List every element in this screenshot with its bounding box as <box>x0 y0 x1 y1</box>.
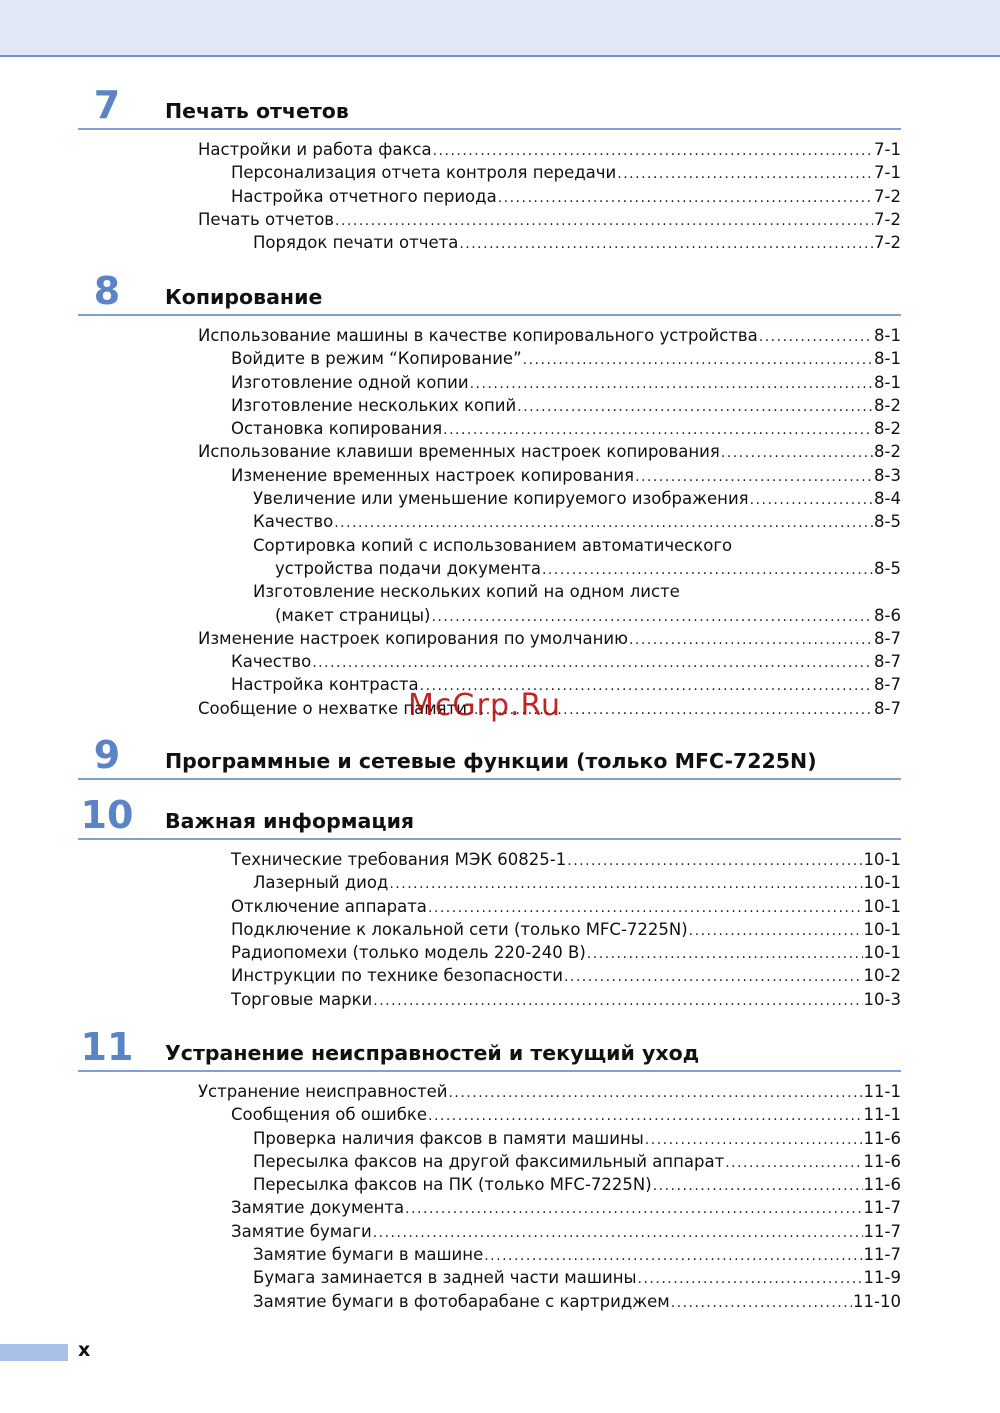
chapter-11 <box>78 1020 901 1315</box>
toc-entry-label: Радиопомехи (только модель 220-240 В) <box>231 943 586 963</box>
toc-entry-page: 7-1 <box>874 163 901 183</box>
toc-entry[interactable] <box>78 1175 901 1198</box>
toc-entry-label: Проверка наличия факсов в памяти машины <box>253 1128 644 1148</box>
dot-leader <box>334 515 873 531</box>
dot-leader <box>653 1178 863 1194</box>
toc-entry-label: устройства подачи документа <box>275 558 541 578</box>
header-band <box>0 0 1000 57</box>
toc-entry-page: 11-10 <box>853 1291 901 1311</box>
toc-entry-label: Настройки и работа факса <box>198 140 432 159</box>
toc-entry-page: 10-1 <box>863 873 901 893</box>
toc-entry[interactable] <box>78 163 901 186</box>
toc-entry[interactable] <box>78 850 901 873</box>
dot-leader <box>373 993 862 1009</box>
chapter-9 <box>78 728 901 780</box>
toc-entry-label: Настройка контраста <box>231 675 419 695</box>
toc-entry[interactable] <box>78 489 901 512</box>
dot-leader <box>484 1248 862 1264</box>
dot-leader <box>567 853 862 869</box>
chapter-number: 11 <box>80 1025 134 1069</box>
dot-leader <box>725 1155 862 1171</box>
dot-leader <box>759 329 873 345</box>
toc-entry-page: 11-6 <box>863 1128 901 1148</box>
toc-entry-page: 8-1 <box>874 326 901 345</box>
chapter-heading[interactable] <box>78 728 901 780</box>
toc-entry-page: 11-1 <box>863 1082 901 1101</box>
toc-entry[interactable] <box>78 606 901 629</box>
toc-entry-page: 11-6 <box>863 1175 901 1195</box>
toc-entry-first-line[interactable]: Сортировка копий с использованием автоматического <box>253 535 733 555</box>
toc-entry[interactable] <box>78 559 901 582</box>
chapter-title: Копирование <box>165 285 323 309</box>
toc-entry[interactable] <box>78 920 901 943</box>
toc-entry[interactable] <box>78 873 901 896</box>
toc-entry[interactable] <box>78 1292 901 1315</box>
toc-entry-label: (макет страницы) <box>275 605 431 625</box>
toc-entry[interactable] <box>78 373 901 396</box>
toc-entry-label: Изменение настроек копирования по умолчанию <box>198 628 628 648</box>
dot-leader <box>564 969 863 985</box>
chapter-heading <box>78 78 901 130</box>
toc-entry[interactable] <box>78 419 901 442</box>
toc-entry[interactable] <box>78 233 901 256</box>
toc-entry-label: Замятие бумаги в фотобарабане с картриджем <box>253 1291 670 1311</box>
dot-leader <box>420 678 873 694</box>
toc-entry-label: Замятие бумаги в машине <box>253 1245 484 1265</box>
toc-entry-label: Пересылка факсов на другой факсимильный аппарат <box>253 1151 725 1171</box>
dot-leader <box>671 1295 852 1311</box>
toc-entry-label: Качество <box>253 512 334 532</box>
toc-entry-page: 10-1 <box>863 896 901 916</box>
toc-entry-page: 11-7 <box>863 1221 901 1241</box>
dot-leader <box>389 876 862 892</box>
chapter-8 <box>78 264 901 722</box>
chapter-number: 10 <box>80 793 134 837</box>
toc-entries <box>78 850 901 1013</box>
chapter-title: Устранение неисправностей и текущий уход <box>165 1041 700 1065</box>
toc-entry[interactable] <box>78 1152 901 1175</box>
toc-entry-page: 8-3 <box>874 465 901 485</box>
dot-leader <box>428 900 863 916</box>
chapter-title: Программные и сетевые функции (только MFC-7225N) <box>165 749 817 773</box>
chapter-10 <box>78 788 901 1013</box>
dot-leader <box>448 1085 862 1101</box>
chapter-number: 8 <box>93 269 121 313</box>
toc-entry-label: Настройка отчетного периода <box>231 186 497 206</box>
toc-entry-label: Лазерный диод <box>253 873 389 893</box>
toc-entry-page: 8-2 <box>874 395 901 415</box>
toc-entry-label: Пересылка факсов на ПК (только MFC-7225N) <box>253 1175 652 1195</box>
chapter-title: Печать отчетов <box>165 99 349 123</box>
toc-entry-page: 8-4 <box>874 489 901 509</box>
toc-entry-first-line[interactable]: Изготовление нескольких копий на одном листе <box>253 582 680 602</box>
toc-entry-label: Замятие бумаги <box>231 1221 372 1241</box>
toc-entry-label: Изменение временных настроек копирования <box>231 465 635 485</box>
toc-entry-label: Технические требования МЭК 60825-1 <box>231 850 567 869</box>
toc-entry-label: Подключение к локальной сети (только MFC-7225N) <box>231 919 688 939</box>
toc-entry[interactable] <box>78 140 901 163</box>
toc-entry-page: 8-7 <box>874 652 901 672</box>
dot-leader <box>689 923 863 939</box>
chapter-number: 9 <box>93 733 121 777</box>
chapter-number: 7 <box>93 83 121 127</box>
toc-entry[interactable] <box>78 1082 901 1105</box>
toc-entry-label: Отключение аппарата <box>231 896 427 916</box>
chapter-heading <box>78 264 901 316</box>
page-number: x <box>78 1339 91 1361</box>
toc-entry-page: 8-5 <box>874 558 901 578</box>
footer-band <box>0 1344 68 1361</box>
dot-leader <box>523 352 873 368</box>
toc-entry-page: 8-7 <box>874 698 901 718</box>
chapter-heading <box>78 1020 901 1072</box>
dot-leader <box>373 1225 863 1241</box>
toc-entry-label: Остановка копирования <box>231 419 443 439</box>
toc-entry-page: 11-9 <box>863 1268 901 1288</box>
toc-entry[interactable] <box>78 326 901 349</box>
toc-entry-page: 8-2 <box>874 419 901 439</box>
toc-entries <box>78 140 901 256</box>
toc-entry[interactable] <box>78 897 901 920</box>
dot-leader <box>468 702 873 718</box>
toc-entry-page: 11-7 <box>863 1198 901 1218</box>
watermark: McGrp.Ru <box>408 688 562 723</box>
toc-entries <box>78 1082 901 1315</box>
toc-entry[interactable] <box>78 1198 901 1221</box>
toc-entry[interactable] <box>78 210 901 233</box>
toc-entry-label: Персонализация отчета контроля передачи <box>231 163 617 183</box>
toc-entry-page: 10-1 <box>863 850 901 869</box>
toc-entry-label: Использование машины в качестве копировального устройства <box>198 326 758 345</box>
toc-entry-label: Изготовление нескольких копий <box>231 395 517 415</box>
toc-entry[interactable] <box>78 675 901 698</box>
toc-entry[interactable] <box>78 990 901 1013</box>
dot-leader <box>542 562 873 578</box>
toc-entry-page: 11-6 <box>863 1151 901 1171</box>
dot-leader <box>459 236 873 252</box>
toc-entry[interactable] <box>78 1105 901 1128</box>
toc-entry-label: Порядок печати отчета <box>253 233 459 253</box>
toc-entry-label: Войдите в режим “Копирование” <box>231 349 522 369</box>
toc-entry-page: 11-1 <box>863 1105 901 1125</box>
toc-entry[interactable] <box>78 1245 901 1268</box>
toc-entry[interactable] <box>78 1268 901 1291</box>
toc-entry[interactable] <box>78 466 901 489</box>
toc-entry-page: 10-1 <box>863 919 901 939</box>
toc-entry[interactable] <box>78 396 901 419</box>
toc-entry-page: 8-1 <box>874 372 901 392</box>
toc-entry-label: Качество <box>231 652 312 672</box>
toc-entry[interactable] <box>78 966 901 989</box>
toc-entry[interactable] <box>78 1129 901 1152</box>
chapter-7 <box>78 78 901 256</box>
toc-entries <box>78 326 901 722</box>
toc-entry[interactable] <box>78 187 901 210</box>
toc-entry-page: 7-2 <box>874 186 901 206</box>
toc-entry-label: Сообщения об ошибке <box>231 1105 427 1125</box>
toc-entry[interactable] <box>78 349 901 372</box>
dot-leader <box>443 422 873 438</box>
toc-entry-label: Устранение неисправностей <box>198 1082 448 1101</box>
dot-leader <box>470 376 873 392</box>
dot-leader <box>629 632 873 648</box>
chapter-heading <box>78 788 901 840</box>
toc-entry-label: Торговые марки <box>231 989 373 1009</box>
dot-leader <box>335 213 873 229</box>
toc-entry-page: 8-7 <box>874 675 901 695</box>
dot-leader <box>312 655 873 671</box>
dot-leader <box>638 1271 863 1287</box>
dot-leader <box>428 1108 863 1124</box>
dot-leader <box>750 492 873 508</box>
toc-entry-page: 7-2 <box>874 233 901 253</box>
dot-leader <box>587 946 863 962</box>
toc-entry-page: 8-1 <box>874 349 901 369</box>
toc-entry-page: 8-6 <box>874 605 901 625</box>
dot-leader <box>433 143 873 159</box>
toc-entry-page: 7-2 <box>874 209 901 229</box>
toc-entry[interactable] <box>78 442 901 465</box>
dot-leader <box>405 1201 862 1217</box>
chapter-title: Важная информация <box>165 809 415 833</box>
toc-entry-page: 8-2 <box>874 442 901 462</box>
toc-entry[interactable] <box>78 512 901 535</box>
toc-entry-label: Инструкции по технике безопасности <box>231 966 563 986</box>
toc-entry-label: Замятие документа <box>231 1198 405 1218</box>
dot-leader <box>645 1132 863 1148</box>
toc-entry[interactable] <box>78 699 901 722</box>
dot-leader <box>721 445 873 461</box>
toc-entry-label: Использование клавиши временных настроек копирования <box>198 442 720 462</box>
toc-entry-page: 10-2 <box>863 966 901 986</box>
toc-entry-page: 10-1 <box>863 943 901 963</box>
toc-entry-label: Сообщение о нехватке памяти <box>198 698 467 718</box>
toc-entry[interactable] <box>78 1222 901 1245</box>
toc-entry-page: 7-1 <box>874 140 901 159</box>
toc-entry[interactable] <box>78 629 901 652</box>
toc-entry[interactable] <box>78 943 901 966</box>
dot-leader <box>635 469 873 485</box>
dot-leader <box>431 609 873 625</box>
toc-entry-page: 8-7 <box>874 628 901 648</box>
dot-leader <box>498 190 873 206</box>
toc-entry-label: Увеличение или уменьшение копируемого изображения <box>253 489 749 509</box>
dot-leader <box>517 399 873 415</box>
toc-entry-page: 10-3 <box>863 989 901 1009</box>
dot-leader <box>617 166 873 182</box>
toc-entry-page: 11-7 <box>863 1245 901 1265</box>
toc-entry-page: 8-5 <box>874 512 901 532</box>
toc-entry-label: Изготовление одной копии <box>231 372 469 392</box>
toc-entry[interactable] <box>78 652 901 675</box>
toc-entry-label: Печать отчетов <box>198 209 335 229</box>
toc-entry-label: Бумага заминается в задней части машины <box>253 1268 637 1288</box>
